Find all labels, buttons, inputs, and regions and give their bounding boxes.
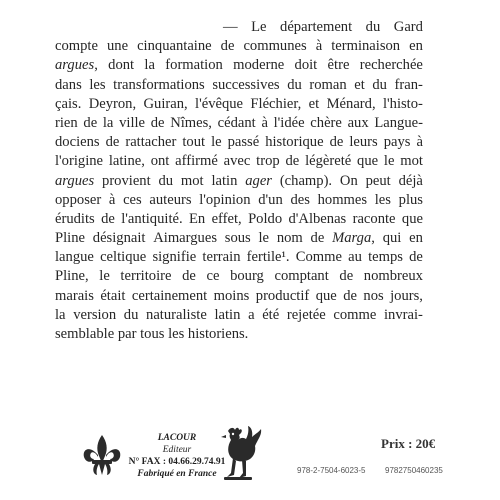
word: d'un bbox=[258, 191, 283, 208]
word: cédant bbox=[217, 114, 256, 131]
word: à bbox=[261, 114, 268, 131]
word: du bbox=[287, 76, 302, 93]
word: le bbox=[211, 134, 222, 151]
word: la bbox=[55, 306, 66, 323]
word: leurs bbox=[349, 134, 378, 151]
word: de bbox=[409, 249, 423, 266]
made-in-label: Fabriqué en France bbox=[137, 469, 217, 479]
word: comme bbox=[333, 306, 377, 323]
word: à bbox=[315, 38, 323, 55]
word: de bbox=[220, 38, 235, 55]
word: nombreux bbox=[363, 268, 423, 285]
word: nom bbox=[276, 230, 303, 247]
word: langue bbox=[55, 249, 94, 266]
text-line bbox=[55, 56, 423, 75]
word: (champ). bbox=[279, 172, 333, 189]
word: tout bbox=[182, 134, 206, 151]
text-line bbox=[55, 191, 423, 210]
word: de bbox=[105, 134, 120, 151]
word: hommes bbox=[317, 191, 368, 208]
word: territoire bbox=[120, 268, 172, 285]
word: bourg bbox=[230, 268, 264, 285]
word: mot bbox=[180, 172, 204, 189]
word: invrai- bbox=[383, 306, 423, 323]
word: Langue- bbox=[374, 114, 423, 131]
word: du bbox=[158, 172, 174, 189]
word: l'antiquité. bbox=[121, 210, 183, 227]
word: affirmé bbox=[175, 153, 218, 170]
word: signifie bbox=[152, 249, 197, 266]
word: Nîmes, bbox=[170, 114, 212, 131]
publisher-name: LACOUR bbox=[157, 433, 197, 443]
publisher-role: Editeur bbox=[162, 445, 192, 455]
text-run: semblable par tous les historiens. bbox=[55, 326, 249, 342]
word: être bbox=[327, 57, 350, 74]
word: ce bbox=[206, 268, 220, 285]
word: trop bbox=[256, 153, 280, 170]
word: était bbox=[100, 287, 126, 304]
word: de bbox=[101, 210, 115, 227]
word: compte bbox=[55, 38, 98, 55]
word: transformations bbox=[113, 76, 205, 93]
word: terrain bbox=[202, 249, 241, 266]
word: terminaison bbox=[331, 38, 401, 55]
word: l'opinion bbox=[199, 191, 251, 208]
word: du bbox=[372, 76, 387, 93]
word: le bbox=[99, 268, 110, 285]
word: cinquantaine bbox=[137, 38, 212, 55]
word: rattacher bbox=[125, 134, 177, 151]
word: Gard bbox=[393, 19, 423, 35]
word: dont bbox=[108, 57, 135, 74]
word: à bbox=[416, 134, 423, 151]
ean-number: 9782750460235 bbox=[385, 466, 443, 475]
word: la bbox=[144, 57, 155, 74]
word: plus bbox=[398, 191, 423, 208]
word: sous bbox=[224, 230, 251, 247]
word: les bbox=[89, 76, 106, 93]
text-line bbox=[55, 152, 423, 171]
text-line bbox=[55, 18, 423, 37]
word: qui bbox=[382, 230, 402, 247]
word: du bbox=[123, 306, 139, 323]
word: recherchée bbox=[359, 57, 423, 74]
word: ager bbox=[245, 172, 272, 189]
text-line bbox=[55, 325, 423, 344]
text-line bbox=[55, 172, 423, 191]
word: les bbox=[374, 191, 391, 208]
word: de bbox=[83, 114, 98, 131]
word: jours, bbox=[390, 287, 423, 304]
text-line bbox=[55, 229, 423, 248]
word: Fléchier, bbox=[250, 95, 302, 112]
word: rejetée bbox=[286, 306, 326, 323]
word: de bbox=[150, 114, 165, 131]
word: comptant bbox=[274, 268, 329, 285]
word: dociens bbox=[55, 134, 100, 151]
word: la bbox=[102, 114, 114, 131]
word: latin bbox=[214, 306, 241, 323]
word: de bbox=[339, 268, 354, 285]
word: communes bbox=[243, 38, 307, 55]
word: légèreté bbox=[305, 153, 352, 170]
word: et bbox=[308, 95, 320, 112]
word: le bbox=[383, 153, 395, 170]
word: passé bbox=[227, 134, 260, 151]
word: — bbox=[223, 19, 238, 35]
word: et bbox=[354, 76, 365, 93]
word: latin bbox=[211, 172, 238, 189]
word: version bbox=[73, 306, 117, 323]
word: nos bbox=[363, 287, 384, 304]
word: pays bbox=[383, 134, 411, 151]
word: ont bbox=[150, 153, 170, 170]
word: l'idée bbox=[273, 114, 305, 131]
word: au bbox=[348, 249, 362, 266]
word: argues bbox=[55, 172, 95, 189]
word: dans bbox=[55, 76, 82, 93]
word: d'Albenas bbox=[288, 210, 347, 227]
word: de bbox=[329, 134, 344, 151]
word: en bbox=[409, 38, 423, 55]
word: moins bbox=[213, 287, 250, 304]
word: Guiran, bbox=[143, 95, 188, 112]
word: Ménard, bbox=[326, 95, 376, 112]
word: provient bbox=[102, 172, 151, 189]
word: Pline bbox=[55, 230, 85, 247]
word: l'évêque bbox=[195, 95, 244, 112]
word: productif bbox=[255, 287, 310, 304]
word: érudits bbox=[55, 210, 95, 227]
word: Aimargues bbox=[153, 230, 218, 247]
word: l'origine bbox=[55, 153, 104, 170]
word: du bbox=[365, 19, 381, 35]
isbn-number: 978-2-7504-6023-5 bbox=[297, 466, 366, 475]
word: Pline, bbox=[55, 268, 89, 285]
word: certainement bbox=[131, 287, 208, 304]
text-line bbox=[55, 306, 423, 325]
word: de bbox=[182, 268, 196, 285]
text-line bbox=[55, 95, 423, 114]
word: successives bbox=[212, 76, 280, 93]
word: déjà bbox=[398, 172, 423, 189]
word: temps bbox=[368, 249, 403, 266]
word: département bbox=[280, 19, 353, 35]
word: chère bbox=[310, 114, 342, 131]
word: peut bbox=[365, 172, 391, 189]
text-line bbox=[55, 287, 423, 306]
body-paragraph bbox=[55, 18, 423, 344]
word: roman bbox=[309, 76, 347, 93]
word: désignait bbox=[92, 230, 146, 247]
price-label: Prix : 20€ bbox=[381, 436, 436, 451]
word: Comme bbox=[295, 249, 342, 266]
word: Le bbox=[251, 19, 267, 35]
publisher-info bbox=[127, 432, 227, 480]
text-line bbox=[55, 76, 423, 95]
word: çais. bbox=[55, 95, 82, 112]
word: moderne bbox=[233, 57, 285, 74]
word: opposer bbox=[55, 191, 102, 208]
word: latine, bbox=[108, 153, 145, 170]
word: argues, bbox=[55, 57, 98, 74]
word: à bbox=[108, 191, 116, 208]
word: a bbox=[248, 306, 255, 323]
word: raconte bbox=[352, 210, 396, 227]
word: naturaliste bbox=[146, 306, 207, 323]
rooster-icon bbox=[218, 425, 264, 489]
word: formation bbox=[165, 57, 223, 74]
word: que bbox=[315, 287, 337, 304]
word: marais bbox=[55, 287, 94, 304]
word: de bbox=[285, 153, 300, 170]
word: En bbox=[189, 210, 206, 227]
fleur-de-lis-icon bbox=[80, 433, 124, 483]
text-line bbox=[55, 267, 423, 286]
word: doit bbox=[294, 57, 318, 74]
word: mot bbox=[400, 153, 423, 170]
word: une bbox=[106, 38, 129, 55]
text-line bbox=[55, 37, 423, 56]
word: auteurs bbox=[149, 191, 192, 208]
word: que bbox=[357, 153, 379, 170]
publisher-fax: N° FAX : 04.66.29.74.91 bbox=[128, 457, 226, 467]
word: celtique bbox=[100, 249, 147, 266]
word: de bbox=[310, 230, 325, 247]
word: fran- bbox=[394, 76, 423, 93]
word: effet, bbox=[211, 210, 242, 227]
word: avec bbox=[223, 153, 251, 170]
word: ces bbox=[123, 191, 142, 208]
text-line bbox=[55, 210, 423, 229]
word: l'histo- bbox=[382, 95, 423, 112]
word: aux bbox=[347, 114, 369, 131]
text-line bbox=[55, 133, 423, 152]
word: en bbox=[409, 230, 423, 247]
word: que bbox=[401, 210, 423, 227]
word: ville bbox=[119, 114, 146, 131]
word: Poldo bbox=[248, 210, 283, 227]
word: Deyron, bbox=[88, 95, 137, 112]
text-line bbox=[55, 248, 423, 267]
word: Marga, bbox=[332, 230, 375, 247]
word: de bbox=[343, 287, 357, 304]
word: fertile¹. bbox=[246, 249, 290, 266]
word: rien bbox=[55, 114, 78, 131]
word: historique bbox=[265, 134, 324, 151]
word: été bbox=[262, 306, 280, 323]
word: des bbox=[290, 191, 310, 208]
word: On bbox=[339, 172, 358, 189]
text-line bbox=[55, 114, 423, 133]
word: le bbox=[258, 230, 270, 247]
